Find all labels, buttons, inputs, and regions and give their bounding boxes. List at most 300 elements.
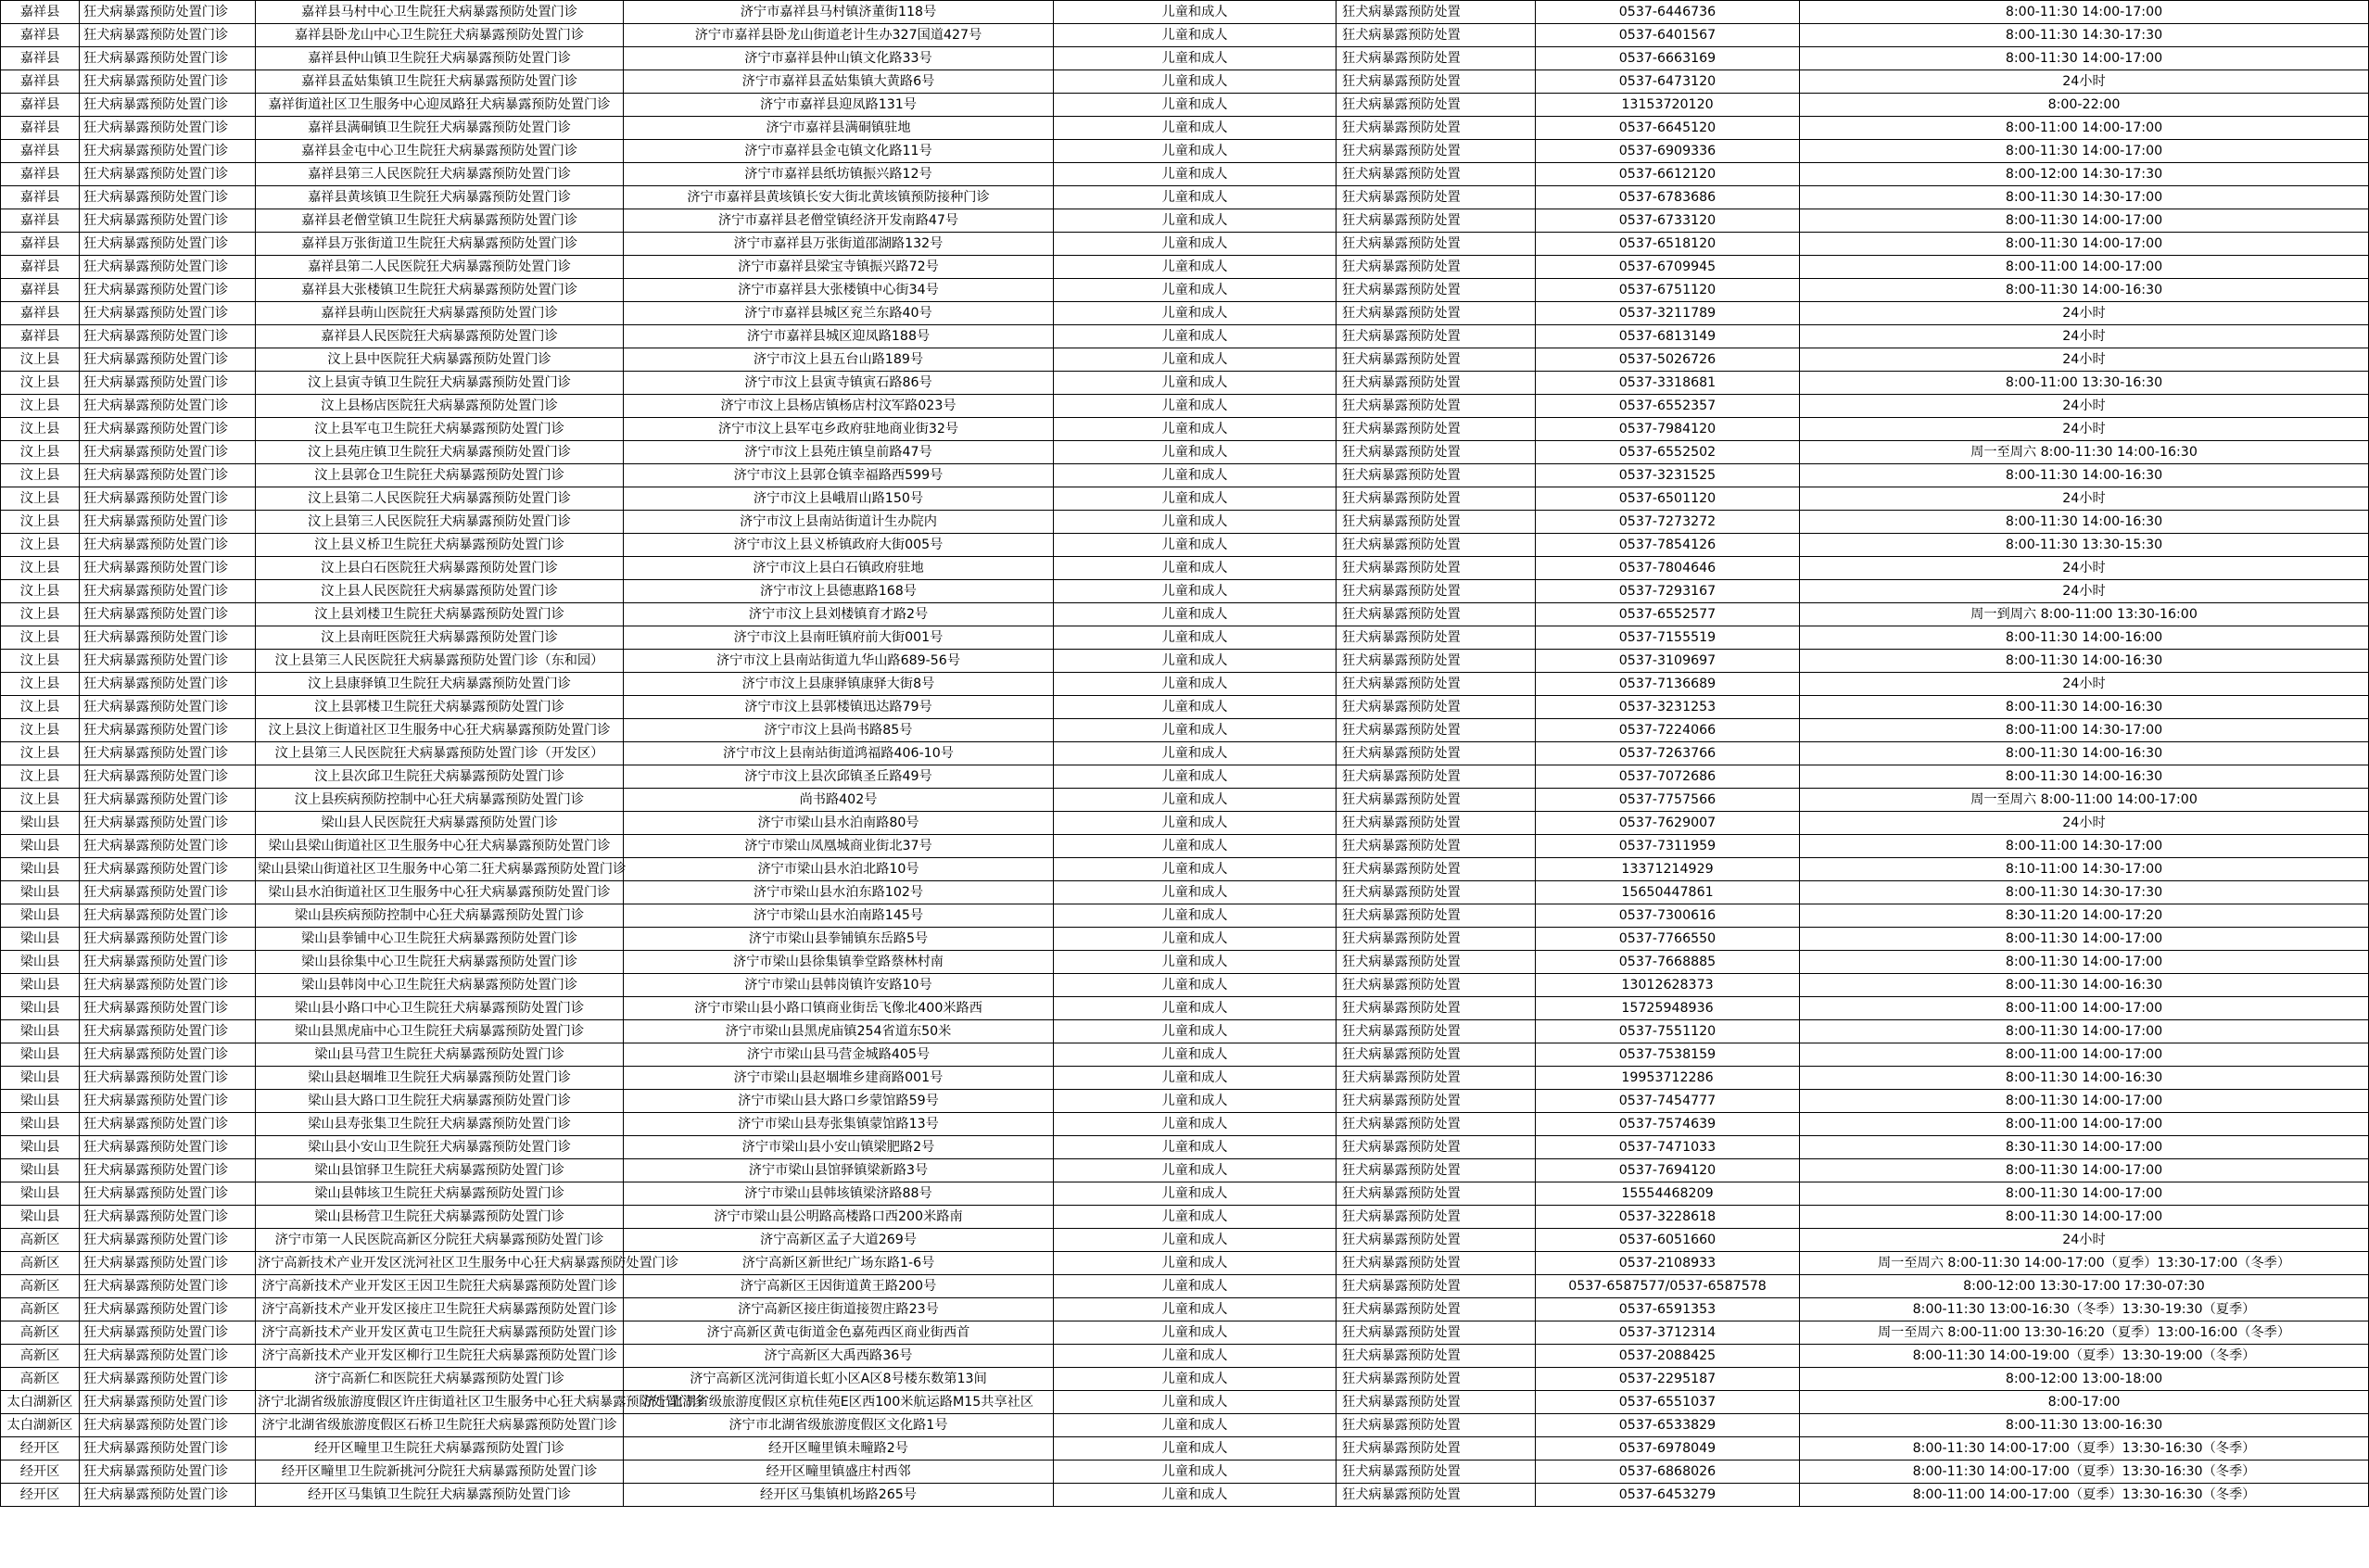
hours-cell: 8:00-11:30 14:00-16:30	[1800, 696, 2369, 719]
table-row	[1, 789, 2369, 812]
address-cell: 济宁市汶上县次邱镇圣丘路49号	[624, 765, 1054, 789]
clinic-name-cell: 汶上县第三人民医院狂犬病暴露预防处置门诊（东和园）	[256, 650, 624, 673]
target-group-cell: 儿童和成人	[1054, 557, 1337, 580]
hours-cell: 24小时	[1800, 557, 2369, 580]
service-cell: 狂犬病暴露预防处置	[1337, 511, 1536, 534]
hours-cell: 8:00-11:00 14:00-17:00	[1800, 256, 2369, 279]
clinic-name-cell: 嘉祥县人民医院狂犬病暴露预防处置门诊	[256, 325, 624, 348]
district-cell: 汶上县	[1, 348, 80, 372]
clinic-type-cell: 狂犬病暴露预防处置门诊	[80, 557, 256, 580]
address-cell: 济宁市汶上县军屯乡政府驻地商业街32号	[624, 418, 1054, 441]
service-cell: 狂犬病暴露预防处置	[1337, 765, 1536, 789]
district-cell: 嘉祥县	[1, 24, 80, 47]
hours-cell: 8:00-11:30 14:00-17:00	[1800, 1020, 2369, 1043]
clinic-type-cell: 狂犬病暴露预防处置门诊	[80, 904, 256, 928]
table-row	[1, 1020, 2369, 1043]
service-cell: 狂犬病暴露预防处置	[1337, 789, 1536, 812]
service-cell: 狂犬病暴露预防处置	[1337, 603, 1536, 626]
district-cell: 梁山县	[1, 928, 80, 951]
address-cell: 济宁高新区接庄街道接贺庄路23号	[624, 1298, 1054, 1321]
service-cell: 狂犬病暴露预防处置	[1337, 24, 1536, 47]
phone-cell: 0537-6909336	[1536, 140, 1800, 163]
hours-cell: 8:00-11:30 14:00-16:30	[1800, 650, 2369, 673]
district-cell: 汶上县	[1, 626, 80, 650]
phone-cell: 0537-6501120	[1536, 487, 1800, 511]
address-cell: 济宁市汶上县南站街道鸿福路406-10号	[624, 742, 1054, 765]
service-cell: 狂犬病暴露预防处置	[1337, 1067, 1536, 1090]
hours-cell: 8:00-22:00	[1800, 94, 2369, 117]
service-cell: 狂犬病暴露预防处置	[1337, 534, 1536, 557]
hours-cell: 周一至周六 8:00-11:00 14:00-17:00	[1800, 789, 2369, 812]
hours-cell: 8:00-11:30 13:00-16:30（冬季）13:30-19:30（夏季）	[1800, 1298, 2369, 1321]
hours-cell: 8:00-11:00 13:30-16:30	[1800, 372, 2369, 395]
hours-cell: 8:00-11:30 14:00-17:00	[1800, 928, 2369, 951]
hours-cell: 周一至周六 8:00-11:30 14:00-16:30	[1800, 441, 2369, 464]
hours-cell: 8:00-11:30 14:00-17:00	[1800, 233, 2369, 256]
table-row	[1, 140, 2369, 163]
hours-cell: 周一至周六 8:00-11:30 14:00-17:00（夏季）13:30-17:00（冬季）	[1800, 1252, 2369, 1275]
target-group-cell: 儿童和成人	[1054, 1020, 1337, 1043]
clinic-type-cell: 狂犬病暴露预防处置门诊	[80, 1206, 256, 1229]
target-group-cell: 儿童和成人	[1054, 1067, 1337, 1090]
clinic-type-cell: 狂犬病暴露预防处置门诊	[80, 626, 256, 650]
table-row	[1, 464, 2369, 487]
phone-cell: 0537-7574639	[1536, 1113, 1800, 1136]
address-cell: 济宁市梁山县大路口乡蒙馆路59号	[624, 1090, 1054, 1113]
clinic-name-cell: 梁山县疾病预防控制中心狂犬病暴露预防处置门诊	[256, 904, 624, 928]
clinic-type-cell: 狂犬病暴露预防处置门诊	[80, 186, 256, 209]
clinic-name-cell: 嘉祥县金屯中心卫生院狂犬病暴露预防处置门诊	[256, 140, 624, 163]
hours-cell: 8:00-11:00 14:30-17:00	[1800, 719, 2369, 742]
service-cell: 狂犬病暴露预防处置	[1337, 951, 1536, 974]
hours-cell: 8:00-17:00	[1800, 1391, 2369, 1414]
clinic-name-cell: 汶上县刘楼卫生院狂犬病暴露预防处置门诊	[256, 603, 624, 626]
service-cell: 狂犬病暴露预防处置	[1337, 163, 1536, 186]
clinic-name-cell: 经开区疃里卫生院新挑河分院狂犬病暴露预防处置门诊	[256, 1461, 624, 1484]
district-cell: 嘉祥县	[1, 117, 80, 140]
phone-cell: 0537-6733120	[1536, 209, 1800, 233]
district-cell: 梁山县	[1, 974, 80, 997]
address-cell: 济宁市梁山县黑虎庙镇254省道东50米	[624, 1020, 1054, 1043]
phone-cell: 0537-6813149	[1536, 325, 1800, 348]
service-cell: 狂犬病暴露预防处置	[1337, 1043, 1536, 1067]
table-row	[1, 372, 2369, 395]
address-cell: 济宁市嘉祥县卧龙山街道老计生办327国道427号	[624, 24, 1054, 47]
table-row	[1, 1182, 2369, 1206]
clinic-type-cell: 狂犬病暴露预防处置门诊	[80, 1, 256, 24]
phone-cell: 19953712286	[1536, 1067, 1800, 1090]
hours-cell: 8:00-11:30 14:00-17:00	[1800, 951, 2369, 974]
target-group-cell: 儿童和成人	[1054, 140, 1337, 163]
service-cell: 狂犬病暴露预防处置	[1337, 47, 1536, 70]
hours-cell: 8:00-11:30 14:30-17:30	[1800, 24, 2369, 47]
hours-cell: 24小时	[1800, 673, 2369, 696]
clinic-name-cell: 梁山县拳铺中心卫生院狂犬病暴露预防处置门诊	[256, 928, 624, 951]
district-cell: 嘉祥县	[1, 47, 80, 70]
target-group-cell: 儿童和成人	[1054, 951, 1337, 974]
hours-cell: 8:00-11:30 14:00-16:30	[1800, 742, 2369, 765]
table-row	[1, 1437, 2369, 1461]
table-row	[1, 1321, 2369, 1345]
clinic-name-cell: 经开区马集镇卫生院狂犬病暴露预防处置门诊	[256, 1484, 624, 1507]
hours-cell: 24小时	[1800, 325, 2369, 348]
table-row	[1, 117, 2369, 140]
phone-cell: 0537-7471033	[1536, 1136, 1800, 1159]
clinic-name-cell: 汶上县苑庄镇卫生院狂犬病暴露预防处置门诊	[256, 441, 624, 464]
table-row	[1, 94, 2369, 117]
target-group-cell: 儿童和成人	[1054, 1437, 1337, 1461]
clinic-name-cell: 汶上县南旺医院狂犬病暴露预防处置门诊	[256, 626, 624, 650]
phone-cell: 0537-7668885	[1536, 951, 1800, 974]
phone-cell: 15650447861	[1536, 881, 1800, 904]
hours-cell: 周一至周六 8:00-11:00 13:30-16:20（夏季）13:00-16:00（冬季）	[1800, 1321, 2369, 1345]
clinic-name-cell: 嘉祥县萌山医院狂犬病暴露预防处置门诊	[256, 302, 624, 325]
district-cell: 汶上县	[1, 464, 80, 487]
phone-cell: 0537-6552502	[1536, 441, 1800, 464]
service-cell: 狂犬病暴露预防处置	[1337, 650, 1536, 673]
district-cell: 高新区	[1, 1321, 80, 1345]
phone-cell: 0537-2088425	[1536, 1345, 1800, 1368]
district-cell: 高新区	[1, 1345, 80, 1368]
service-cell: 狂犬病暴露预防处置	[1337, 974, 1536, 997]
clinic-type-cell: 狂犬病暴露预防处置门诊	[80, 348, 256, 372]
hours-cell: 8:00-11:30 14:00-19:00（夏季）13:30-19:00（冬季）	[1800, 1345, 2369, 1368]
phone-cell: 0537-5026726	[1536, 348, 1800, 372]
clinic-type-cell: 狂犬病暴露预防处置门诊	[80, 1461, 256, 1484]
clinic-name-cell: 梁山县人民医院狂犬病暴露预防处置门诊	[256, 812, 624, 835]
phone-cell: 0537-6612120	[1536, 163, 1800, 186]
service-cell: 狂犬病暴露预防处置	[1337, 1020, 1536, 1043]
service-cell: 狂犬病暴露预防处置	[1337, 256, 1536, 279]
clinic-name-cell: 经开区疃里卫生院狂犬病暴露预防处置门诊	[256, 1437, 624, 1461]
district-cell: 嘉祥县	[1, 279, 80, 302]
phone-cell: 0537-7136689	[1536, 673, 1800, 696]
table-row	[1, 1090, 2369, 1113]
target-group-cell: 儿童和成人	[1054, 441, 1337, 464]
address-cell: 经开区马集镇机场路265号	[624, 1484, 1054, 1507]
phone-cell: 0537-6783686	[1536, 186, 1800, 209]
service-cell: 狂犬病暴露预防处置	[1337, 1206, 1536, 1229]
phone-cell: 0537-6051660	[1536, 1229, 1800, 1252]
hours-cell: 8:10-11:00 14:30-17:00	[1800, 858, 2369, 881]
phone-cell: 0537-3109697	[1536, 650, 1800, 673]
clinic-type-cell: 狂犬病暴露预防处置门诊	[80, 1159, 256, 1182]
table-row	[1, 626, 2369, 650]
clinic-type-cell: 狂犬病暴露预防处置门诊	[80, 279, 256, 302]
clinic-name-cell: 济宁高新技术产业开发区柳行卫生院狂犬病暴露预防处置门诊	[256, 1345, 624, 1368]
table-row	[1, 1, 2369, 24]
district-cell: 嘉祥县	[1, 186, 80, 209]
hours-cell: 8:00-11:30 14:00-17:00（夏季）13:30-16:30（冬季）	[1800, 1461, 2369, 1484]
address-cell: 济宁市嘉祥县万张街道邵湖路132号	[624, 233, 1054, 256]
clinic-type-cell: 狂犬病暴露预防处置门诊	[80, 70, 256, 94]
clinic-type-cell: 狂犬病暴露预防处置门诊	[80, 441, 256, 464]
target-group-cell: 儿童和成人	[1054, 70, 1337, 94]
table-row	[1, 209, 2369, 233]
district-cell: 梁山县	[1, 858, 80, 881]
clinic-type-cell: 狂犬病暴露预防处置门诊	[80, 603, 256, 626]
service-cell: 狂犬病暴露预防处置	[1337, 302, 1536, 325]
table-row	[1, 742, 2369, 765]
district-cell: 梁山县	[1, 1067, 80, 1090]
district-cell: 梁山县	[1, 1113, 80, 1136]
district-cell: 高新区	[1, 1368, 80, 1391]
clinic-name-cell: 济宁市第一人民医院高新区分院狂犬病暴露预防处置门诊	[256, 1229, 624, 1252]
service-cell: 狂犬病暴露预防处置	[1337, 1391, 1536, 1414]
target-group-cell: 儿童和成人	[1054, 1461, 1337, 1484]
target-group-cell: 儿童和成人	[1054, 835, 1337, 858]
clinic-type-cell: 狂犬病暴露预防处置门诊	[80, 812, 256, 835]
district-cell: 汶上县	[1, 580, 80, 603]
address-cell: 济宁市梁山县水泊东路102号	[624, 881, 1054, 904]
table-row	[1, 1252, 2369, 1275]
phone-cell: 0537-7766550	[1536, 928, 1800, 951]
clinic-name-cell: 济宁高新技术产业开发区洸河社区卫生服务中心狂犬病暴露预防处置门诊	[256, 1252, 624, 1275]
table-row	[1, 1206, 2369, 1229]
table-row	[1, 974, 2369, 997]
clinic-name-cell: 梁山县徐集中心卫生院狂犬病暴露预防处置门诊	[256, 951, 624, 974]
district-cell: 高新区	[1, 1252, 80, 1275]
address-cell: 济宁市汶上县南旺镇府前大街001号	[624, 626, 1054, 650]
address-cell: 济宁高新区新世纪广场东路1-6号	[624, 1252, 1054, 1275]
phone-cell: 0537-6533829	[1536, 1414, 1800, 1437]
phone-cell: 0537-6551037	[1536, 1391, 1800, 1414]
table-row	[1, 186, 2369, 209]
phone-cell: 0537-6446736	[1536, 1, 1800, 24]
hours-cell: 8:00-11:30 14:00-17:00	[1800, 1182, 2369, 1206]
phone-cell: 0537-6751120	[1536, 279, 1800, 302]
address-cell: 济宁市嘉祥县满硐镇驻地	[624, 117, 1054, 140]
table-row	[1, 951, 2369, 974]
clinic-type-cell: 狂犬病暴露预防处置门诊	[80, 163, 256, 186]
target-group-cell: 儿童和成人	[1054, 904, 1337, 928]
address-cell: 济宁市嘉祥县城区兖兰东路40号	[624, 302, 1054, 325]
district-cell: 汶上县	[1, 650, 80, 673]
address-cell: 济宁市汶上县峨眉山路150号	[624, 487, 1054, 511]
clinic-name-cell: 嘉祥县马村中心卫生院狂犬病暴露预防处置门诊	[256, 1, 624, 24]
table-row	[1, 348, 2369, 372]
hours-cell: 8:00-11:30 14:00-17:00	[1800, 1090, 2369, 1113]
address-cell: 济宁市嘉祥县纸坊镇振兴路12号	[624, 163, 1054, 186]
clinic-type-cell: 狂犬病暴露预防处置门诊	[80, 24, 256, 47]
hours-cell: 24小时	[1800, 302, 2369, 325]
clinic-name-cell: 梁山县马营卫生院狂犬病暴露预防处置门诊	[256, 1043, 624, 1067]
table-row	[1, 511, 2369, 534]
table-row	[1, 1113, 2369, 1136]
address-cell: 济宁高新区洸河街道长虹小区A区8号楼东数第13间	[624, 1368, 1054, 1391]
district-cell: 梁山县	[1, 904, 80, 928]
clinic-name-cell: 嘉祥县大张楼镇卫生院狂犬病暴露预防处置门诊	[256, 279, 624, 302]
district-cell: 汶上县	[1, 603, 80, 626]
target-group-cell: 儿童和成人	[1054, 534, 1337, 557]
district-cell: 经开区	[1, 1461, 80, 1484]
clinic-type-cell: 狂犬病暴露预防处置门诊	[80, 858, 256, 881]
district-cell: 高新区	[1, 1298, 80, 1321]
phone-cell: 0537-7072686	[1536, 765, 1800, 789]
phone-cell: 0537-3231253	[1536, 696, 1800, 719]
clinic-name-cell: 梁山县馆驿卫生院狂犬病暴露预防处置门诊	[256, 1159, 624, 1182]
address-cell: 尚书路402号	[624, 789, 1054, 812]
target-group-cell: 儿童和成人	[1054, 1043, 1337, 1067]
table-row	[1, 1345, 2369, 1368]
target-group-cell: 儿童和成人	[1054, 650, 1337, 673]
service-cell: 狂犬病暴露预防处置	[1337, 812, 1536, 835]
service-cell: 狂犬病暴露预防处置	[1337, 1090, 1536, 1113]
service-cell: 狂犬病暴露预防处置	[1337, 904, 1536, 928]
table-row	[1, 1484, 2369, 1507]
table-row	[1, 580, 2369, 603]
target-group-cell: 儿童和成人	[1054, 765, 1337, 789]
table-body	[1, 1, 2369, 1507]
district-cell: 汶上县	[1, 673, 80, 696]
phone-cell: 0537-7757566	[1536, 789, 1800, 812]
service-cell: 狂犬病暴露预防处置	[1337, 1229, 1536, 1252]
table-row	[1, 1368, 2369, 1391]
service-cell: 狂犬病暴露预防处置	[1337, 1252, 1536, 1275]
district-cell: 嘉祥县	[1, 256, 80, 279]
hours-cell: 8:00-11:30 14:00-16:30	[1800, 765, 2369, 789]
table-row	[1, 1461, 2369, 1484]
phone-cell: 0537-6663169	[1536, 47, 1800, 70]
district-cell: 嘉祥县	[1, 325, 80, 348]
service-cell: 狂犬病暴露预防处置	[1337, 209, 1536, 233]
hours-cell: 8:30-11:20 14:00-17:20	[1800, 904, 2369, 928]
clinic-type-cell: 狂犬病暴露预防处置门诊	[80, 1391, 256, 1414]
address-cell: 济宁市梁山县小安山镇梁肥路2号	[624, 1136, 1054, 1159]
clinic-type-cell: 狂犬病暴露预防处置门诊	[80, 372, 256, 395]
clinic-type-cell: 狂犬病暴露预防处置门诊	[80, 1113, 256, 1136]
district-cell: 太白湖新区	[1, 1391, 80, 1414]
target-group-cell: 儿童和成人	[1054, 1391, 1337, 1414]
hours-cell: 8:00-11:00 14:00-17:00	[1800, 997, 2369, 1020]
address-cell: 济宁市梁山县寿张集镇蒙馆路13号	[624, 1113, 1054, 1136]
hours-cell: 8:00-12:00 13:00-18:00	[1800, 1368, 2369, 1391]
table-row	[1, 1229, 2369, 1252]
service-cell: 狂犬病暴露预防处置	[1337, 580, 1536, 603]
hours-cell: 8:00-11:30 13:00-16:30	[1800, 1414, 2369, 1437]
clinic-name-cell: 嘉祥县老僧堂镇卫生院狂犬病暴露预防处置门诊	[256, 209, 624, 233]
clinic-type-cell: 狂犬病暴露预防处置门诊	[80, 1414, 256, 1437]
clinic-name-cell: 梁山县黑虎庙中心卫生院狂犬病暴露预防处置门诊	[256, 1020, 624, 1043]
address-cell: 济宁市梁山县公明路高楼路口西200米路南	[624, 1206, 1054, 1229]
table-row	[1, 1136, 2369, 1159]
hours-cell: 8:00-11:30 14:00-17:00	[1800, 1206, 2369, 1229]
table-row	[1, 1275, 2369, 1298]
clinic-name-cell: 汶上县白石医院狂犬病暴露预防处置门诊	[256, 557, 624, 580]
hours-cell: 8:00-11:30 13:30-15:30	[1800, 534, 2369, 557]
clinic-name-cell: 汶上县中医院狂犬病暴露预防处置门诊	[256, 348, 624, 372]
district-cell: 梁山县	[1, 1206, 80, 1229]
district-cell: 汶上县	[1, 742, 80, 765]
phone-cell: 0537-7629007	[1536, 812, 1800, 835]
phone-cell: 0537-7538159	[1536, 1043, 1800, 1067]
table-row	[1, 70, 2369, 94]
table-row	[1, 603, 2369, 626]
district-cell: 嘉祥县	[1, 302, 80, 325]
clinic-name-cell: 梁山县韩岗中心卫生院狂犬病暴露预防处置门诊	[256, 974, 624, 997]
address-cell: 济宁高新区大禹西路36号	[624, 1345, 1054, 1368]
clinic-name-cell: 梁山县杨营卫生院狂犬病暴露预防处置门诊	[256, 1206, 624, 1229]
clinic-type-cell: 狂犬病暴露预防处置门诊	[80, 719, 256, 742]
address-cell: 济宁市汶上县德惠路168号	[624, 580, 1054, 603]
target-group-cell: 儿童和成人	[1054, 881, 1337, 904]
table-row	[1, 418, 2369, 441]
target-group-cell: 儿童和成人	[1054, 302, 1337, 325]
service-cell: 狂犬病暴露预防处置	[1337, 557, 1536, 580]
table-row	[1, 1159, 2369, 1182]
target-group-cell: 儿童和成人	[1054, 1, 1337, 24]
table-row	[1, 163, 2369, 186]
service-cell: 狂犬病暴露预防处置	[1337, 1182, 1536, 1206]
phone-cell: 0537-3211789	[1536, 302, 1800, 325]
clinic-name-cell: 汶上县人民医院狂犬病暴露预防处置门诊	[256, 580, 624, 603]
phone-cell: 0537-7454777	[1536, 1090, 1800, 1113]
phone-cell: 0537-7273272	[1536, 511, 1800, 534]
address-cell: 经开区疃里镇盛庄村西邻	[624, 1461, 1054, 1484]
address-cell: 济宁市嘉祥县黄垓镇长安大街北黄垓镇预防接种门诊	[624, 186, 1054, 209]
address-cell: 济宁高新区孟子大道269号	[624, 1229, 1054, 1252]
district-cell: 汶上县	[1, 534, 80, 557]
clinic-type-cell: 狂犬病暴露预防处置门诊	[80, 464, 256, 487]
service-cell: 狂犬病暴露预防处置	[1337, 1275, 1536, 1298]
clinic-type-cell: 狂犬病暴露预防处置门诊	[80, 1321, 256, 1345]
service-cell: 狂犬病暴露预防处置	[1337, 117, 1536, 140]
address-cell: 济宁高新区黄屯街道金色嘉苑西区商业街西首	[624, 1321, 1054, 1345]
address-cell: 济宁市梁山县水泊南路145号	[624, 904, 1054, 928]
hours-cell: 24小时	[1800, 395, 2369, 418]
hours-cell: 24小时	[1800, 812, 2369, 835]
clinic-name-cell: 嘉祥县第二人民医院狂犬病暴露预防处置门诊	[256, 256, 624, 279]
service-cell: 狂犬病暴露预防处置	[1337, 348, 1536, 372]
target-group-cell: 儿童和成人	[1054, 186, 1337, 209]
target-group-cell: 儿童和成人	[1054, 997, 1337, 1020]
service-cell: 狂犬病暴露预防处置	[1337, 1345, 1536, 1368]
clinic-name-cell: 嘉祥县仲山镇卫生院狂犬病暴露预防处置门诊	[256, 47, 624, 70]
clinic-type-cell: 狂犬病暴露预防处置门诊	[80, 928, 256, 951]
clinic-name-cell: 梁山县梁山街道社区卫生服务中心第二狂犬病暴露预防处置门诊	[256, 858, 624, 881]
service-cell: 狂犬病暴露预防处置	[1337, 835, 1536, 858]
phone-cell: 0537-7293167	[1536, 580, 1800, 603]
clinic-type-cell: 狂犬病暴露预防处置门诊	[80, 395, 256, 418]
clinic-type-cell: 狂犬病暴露预防处置门诊	[80, 534, 256, 557]
clinic-name-cell: 济宁高新技术产业开发区王因卫生院狂犬病暴露预防处置门诊	[256, 1275, 624, 1298]
target-group-cell: 儿童和成人	[1054, 1275, 1337, 1298]
district-cell: 梁山县	[1, 1159, 80, 1182]
district-cell: 嘉祥县	[1, 209, 80, 233]
phone-cell: 0537-6587577/0537-6587578	[1536, 1275, 1800, 1298]
address-cell: 济宁市梁山县赵堌堆乡建商路001号	[624, 1067, 1054, 1090]
service-cell: 狂犬病暴露预防处置	[1337, 626, 1536, 650]
phone-cell: 0537-7804646	[1536, 557, 1800, 580]
clinic-name-cell: 汶上县义桥卫生院狂犬病暴露预防处置门诊	[256, 534, 624, 557]
clinic-type-cell: 狂犬病暴露预防处置门诊	[80, 742, 256, 765]
clinic-name-cell: 梁山县赵堌堆卫生院狂犬病暴露预防处置门诊	[256, 1067, 624, 1090]
hours-cell: 8:00-11:30 14:00-16:00	[1800, 626, 2369, 650]
clinic-type-cell: 狂犬病暴露预防处置门诊	[80, 1275, 256, 1298]
clinic-type-cell: 狂犬病暴露预防处置门诊	[80, 487, 256, 511]
service-cell: 狂犬病暴露预防处置	[1337, 325, 1536, 348]
address-cell: 济宁市梁山县韩垓镇梁济路88号	[624, 1182, 1054, 1206]
phone-cell: 0537-3318681	[1536, 372, 1800, 395]
table-row	[1, 1414, 2369, 1437]
address-cell: 济宁市汶上县杨店镇杨店村汶军路023号	[624, 395, 1054, 418]
clinic-name-cell: 汶上县第三人民医院狂犬病暴露预防处置门诊	[256, 511, 624, 534]
phone-cell: 0537-6868026	[1536, 1461, 1800, 1484]
phone-cell: 0537-6518120	[1536, 233, 1800, 256]
target-group-cell: 儿童和成人	[1054, 325, 1337, 348]
address-cell: 济宁市汶上县郭仓镇幸福路西599号	[624, 464, 1054, 487]
address-cell: 济宁市梁山县拳铺镇东岳路5号	[624, 928, 1054, 951]
